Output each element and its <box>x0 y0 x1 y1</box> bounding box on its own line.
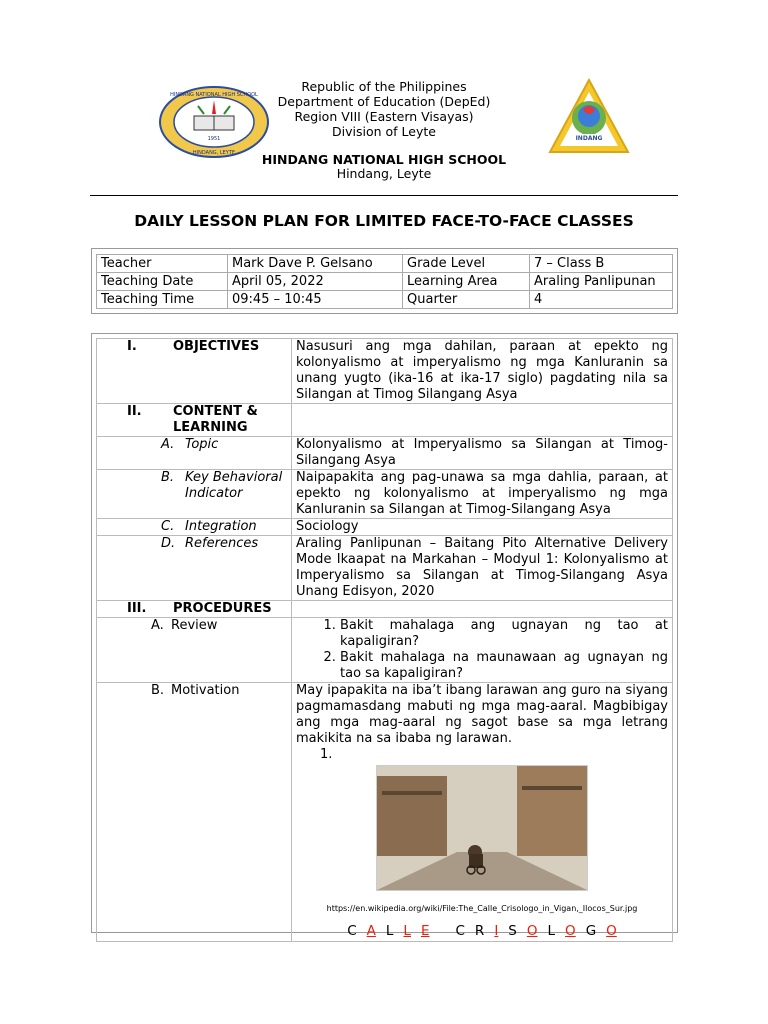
answer-letter: O <box>606 923 617 939</box>
answer-letter: L <box>403 923 411 939</box>
motivation-row <box>97 683 673 942</box>
answer-letter <box>439 923 445 939</box>
motivation-item-number: 1. <box>320 747 333 762</box>
integration-letter: C. <box>161 519 175 534</box>
objectives-number: I. <box>127 339 137 354</box>
topic-row <box>97 437 673 470</box>
procedures-blank-cell <box>292 601 673 618</box>
grade-level-label: Grade Level <box>403 255 530 273</box>
objectives-text: Nasusuri ang mga dahilan, paraan at epekto ng kolonyalismo at imperyalismo ng mga Kanluranin sa unang yugto (ika-16 at ika-17 siglo) pagdating nila sa Silangan at Timog Silangang Asya <box>292 339 673 404</box>
objectives-row <box>97 339 673 404</box>
references-row <box>97 536 673 601</box>
answer-letter: E <box>420 923 430 939</box>
grade-level-value: 7 – Class B <box>530 255 673 273</box>
integration-row <box>97 519 673 536</box>
review-row <box>97 618 673 683</box>
kbi-heading <box>97 470 292 519</box>
info-row <box>97 273 673 291</box>
references-heading <box>97 536 292 601</box>
lesson-plan-table <box>96 338 673 942</box>
answer-letter: G <box>585 923 597 939</box>
learning-area-value: Araling Panlipunan <box>530 273 673 291</box>
header-department: Department of Education (DepEd) <box>277 94 491 109</box>
content-blank-cell <box>292 404 673 437</box>
teaching-date-value: April 05, 2022 <box>228 273 403 291</box>
answer-letters <box>296 923 668 939</box>
objectives-heading <box>97 339 292 404</box>
motivation-cell <box>292 683 673 942</box>
answer-letter: L <box>547 923 556 939</box>
review-item: 2. Bakit mahalaga na maunawaan ag ugnayan ng tao sa kapaligiran? <box>340 650 668 682</box>
svg-text:HINDANG NATIONAL HIGH SCHOOL: HINDANG NATIONAL HIGH SCHOOL <box>170 92 258 98</box>
integration-text: Sociology <box>292 519 673 536</box>
review-label: Review <box>171 618 218 633</box>
teaching-time-label: Teaching Time <box>97 291 228 309</box>
street-photo-illustration <box>377 766 587 890</box>
kbi-row <box>97 470 673 519</box>
integration-heading <box>97 519 292 536</box>
content-heading <box>97 404 292 437</box>
topic-label: Topic <box>185 437 219 452</box>
references-label: References <box>185 536 259 551</box>
motivation-heading <box>97 683 292 942</box>
content-label-line1: CONTENT & <box>173 404 258 419</box>
review-cell <box>292 618 673 683</box>
topic-heading <box>97 437 292 470</box>
integration-label: Integration <box>185 519 257 534</box>
school-name: HINDANG NATIONAL HIGH SCHOOL <box>261 152 507 167</box>
procedures-heading <box>97 601 292 618</box>
procedures-label: PROCEDURES <box>173 601 272 616</box>
content-row <box>97 404 673 437</box>
info-table <box>96 254 673 309</box>
content-number: II. <box>127 404 142 419</box>
review-heading <box>97 618 292 683</box>
page-title: DAILY LESSON PLAN FOR LIMITED FACE-TO-FACE CLASSES <box>134 212 634 230</box>
svg-text:HINDANG, LEYTE: HINDANG, LEYTE <box>192 150 236 156</box>
learning-area-label: Learning Area <box>403 273 530 291</box>
header-region: Region VIII (Eastern Visayas) <box>294 109 474 124</box>
procedures-number: III. <box>127 601 147 616</box>
teacher-value: Mark Dave P. Gelsano <box>228 255 403 273</box>
answer-letter: A <box>366 923 376 939</box>
teacher-label: Teacher <box>97 255 228 273</box>
teaching-time-value: 09:45 – 10:45 <box>228 291 403 309</box>
quarter-value: 4 <box>530 291 673 309</box>
info-row <box>97 255 673 273</box>
answer-letter: C <box>455 923 465 939</box>
objectives-label: OBJECTIVES <box>173 339 260 354</box>
references-text: Araling Panlipunan – Baitang Pito Alternative Delivery Mode Ikaapat na Markahan – Modyul 1: Kolonyalismo at Imperyalismo sa Silangan at Timog-Silangang Asya Unang Edisyon, 2020 <box>292 536 673 601</box>
header-republic: Republic of the Philippines <box>301 79 467 94</box>
header-divider <box>90 195 678 196</box>
quarter-label: Quarter <box>403 291 530 309</box>
svg-text:1951: 1951 <box>207 136 221 142</box>
kbi-letter: B. <box>161 470 175 485</box>
answer-letter: O <box>565 923 576 939</box>
teaching-date-label: Teaching Date <box>97 273 228 291</box>
kbi-label-line1: Key Behavioral <box>185 470 283 485</box>
image-source-caption: https://en.wikipedia.org/wiki/File:The_Calle_Crisologo_in_Vigan,_Ilocos_Sur.jpg <box>326 904 638 913</box>
answer-letter: C <box>347 923 357 939</box>
review-item: 1. Bakit mahalaga ang ugnayan ng tao at kapaligiran? <box>340 618 668 650</box>
topic-letter: A. <box>161 437 175 452</box>
review-letter: A. <box>151 618 164 633</box>
procedures-row <box>97 601 673 618</box>
info-row <box>97 291 673 309</box>
kbi-label-line2: Indicator <box>185 486 243 501</box>
school-location: Hindang, Leyte <box>336 166 432 181</box>
references-letter: D. <box>161 536 176 551</box>
answer-letter: I <box>494 923 499 939</box>
answer-letter: S <box>508 923 517 939</box>
motivation-label: Motivation <box>171 683 240 698</box>
answer-letter: L <box>385 923 394 939</box>
motivation-text: May ipapakita na iba’t ibang larawan ang guro na siyang pagmamasdang mabuti ng mga mag-aaral. Magbibigay ang mga mag-aaral ng sagot base sa mga letrang makikita na sa ibaba ng larawan. <box>296 683 668 746</box>
street-photo <box>376 765 588 891</box>
content-label-line2: LEARNING <box>173 420 248 435</box>
review-list <box>296 618 668 682</box>
answer-letter: R <box>474 923 485 939</box>
topic-text: Kolonyalismo at Imperyalismo sa Silangan at Timog-Silangang Asya <box>292 437 673 470</box>
motivation-letter: B. <box>151 683 165 698</box>
svg-text:INDANG: INDANG <box>575 135 603 142</box>
kbi-text: Naipapakita ang pag-unawa sa mga dahlia, paraan, at epekto ng kolonyalismo at imperyalismo ng mga Kanluranin sa Silangan at Timog-Silangang Asya <box>292 470 673 519</box>
header-division: Division of Leyte <box>332 124 436 139</box>
answer-letter: O <box>526 923 538 939</box>
